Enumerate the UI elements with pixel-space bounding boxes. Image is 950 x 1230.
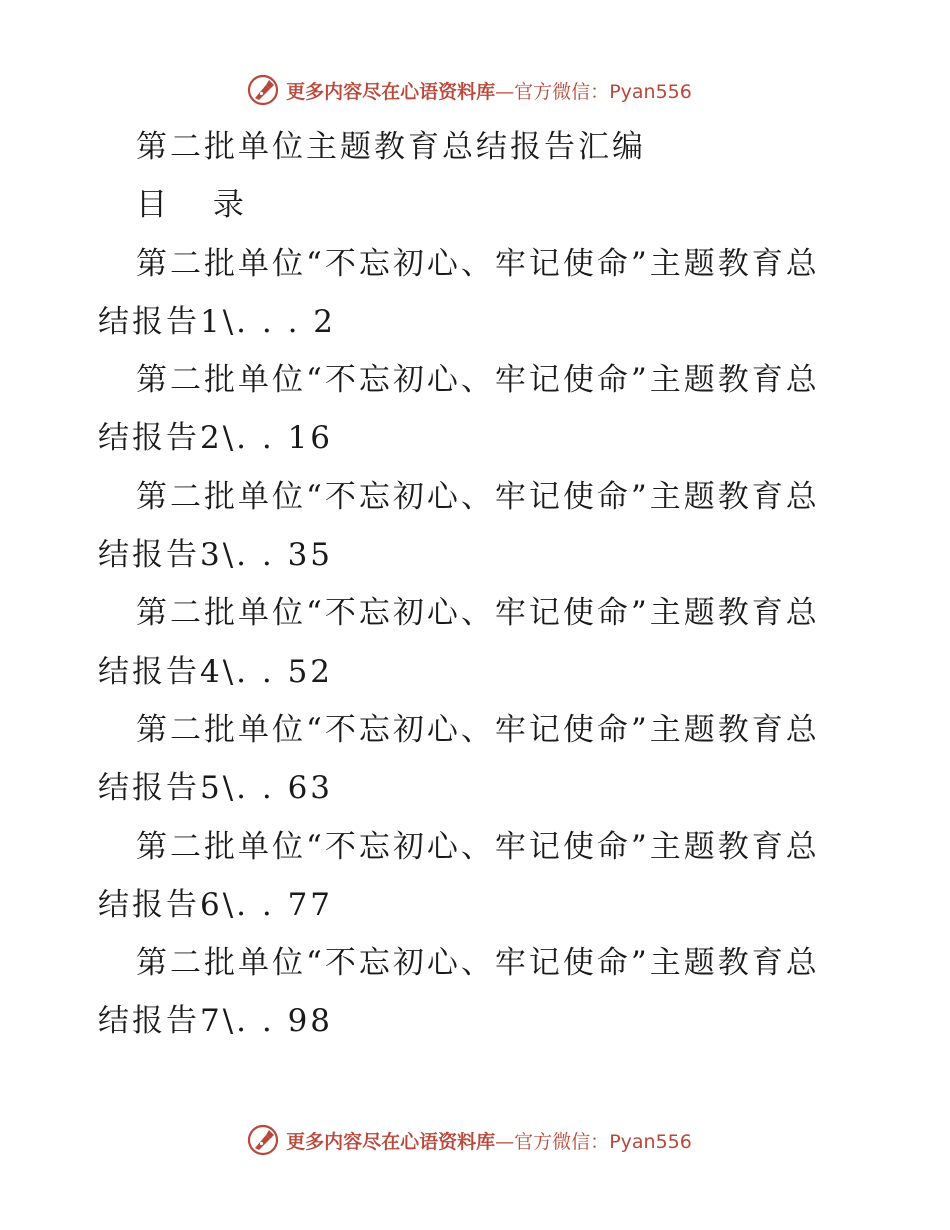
header-banner-inner bbox=[246, 73, 692, 107]
toc-entry-page: 结报告3\. . 35 bbox=[98, 537, 334, 574]
pen-nib-logo-icon bbox=[246, 1123, 280, 1157]
toc-entry bbox=[98, 818, 858, 935]
toc-entry-page: 结报告4\. . 52 bbox=[98, 653, 334, 690]
document-title: 第二批单位主题教育总结报告汇编 bbox=[136, 129, 646, 165]
toc-entry bbox=[98, 584, 858, 701]
banner-dash: — bbox=[495, 1130, 515, 1153]
toc-entry-title: 第二批单位“不忘初心、牢记使命”主题教育总 bbox=[136, 362, 820, 399]
toc-entry-title: 第二批单位“不忘初心、牢记使命”主题教育总 bbox=[136, 711, 820, 748]
toc-entry-page: 结报告1\. . . 2 bbox=[98, 303, 337, 340]
toc-entry bbox=[98, 934, 858, 1051]
toc-heading: 目 录 bbox=[136, 187, 262, 224]
footer-banner bbox=[0, 1120, 950, 1160]
toc-entry bbox=[98, 701, 858, 818]
toc-entry-title: 第二批单位“不忘初心、牢记使命”主题教育总 bbox=[136, 828, 820, 865]
banner-official-label: 官方微信： bbox=[514, 1130, 610, 1153]
toc-entry-page: 结报告2\. . 16 bbox=[98, 420, 334, 457]
header-banner bbox=[0, 70, 950, 110]
banner-dash: — bbox=[495, 80, 515, 103]
banner-official-label: 官方微信： bbox=[514, 80, 610, 103]
document-body bbox=[98, 118, 858, 1051]
toc-entry-title: 第二批单位“不忘初心、牢记使命”主题教育总 bbox=[136, 595, 820, 632]
toc-entry-title: 第二批单位“不忘初心、牢记使命”主题教育总 bbox=[136, 245, 820, 282]
toc-entry-title: 第二批单位“不忘初心、牢记使命”主题教育总 bbox=[136, 478, 820, 515]
toc-entry bbox=[98, 468, 858, 585]
pen-nib-logo-icon bbox=[246, 73, 280, 107]
banner-text bbox=[286, 77, 692, 104]
toc-entry-page: 结报告5\. . 63 bbox=[98, 770, 334, 807]
toc-entry bbox=[98, 351, 858, 468]
toc-entry-page: 结报告6\. . 77 bbox=[98, 886, 334, 923]
banner-slogan: 更多内容尽在心语资料库 bbox=[286, 80, 496, 103]
toc-entry bbox=[98, 235, 858, 352]
footer-banner-inner bbox=[246, 1123, 692, 1157]
banner-text bbox=[286, 1127, 692, 1154]
banner-wechat-handle: Pyan556 bbox=[609, 80, 692, 103]
banner-wechat-handle: Pyan556 bbox=[609, 1130, 692, 1153]
toc-entry-page: 结报告7\. . 98 bbox=[98, 1003, 334, 1040]
toc-entry-title: 第二批单位“不忘初心、牢记使命”主题教育总 bbox=[136, 945, 820, 982]
banner-slogan: 更多内容尽在心语资料库 bbox=[286, 1130, 496, 1153]
